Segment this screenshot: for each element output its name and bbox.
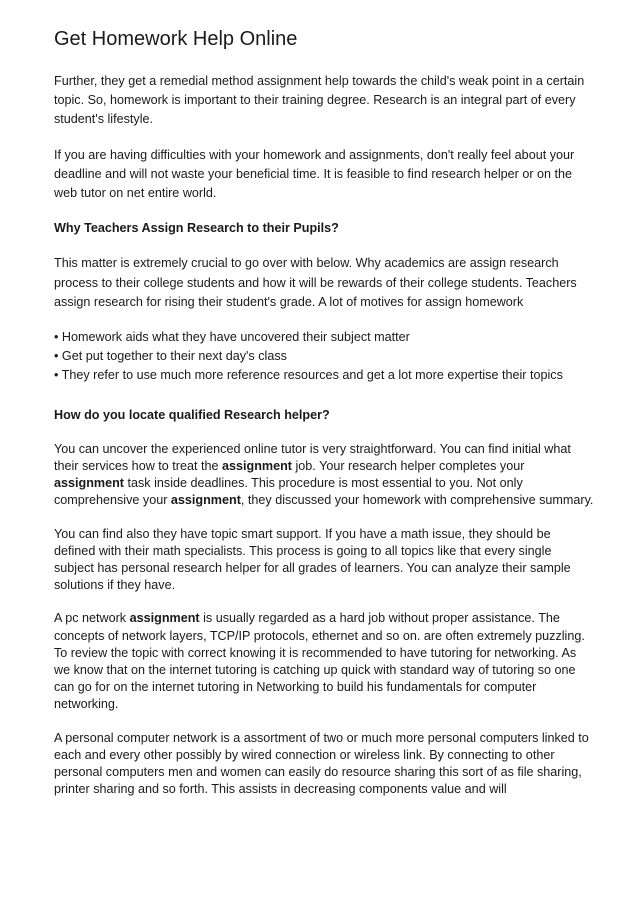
keyword-assignment: assignment (54, 476, 124, 491)
section2-paragraph-2: You can find also they have topic smart support. If you have a math issue, they should be defined with their math specialists. This process is going to all topics like that every single subject has personal research helper for all grades of learners. You can analyze their sample solutions if they have. (54, 526, 571, 593)
list-item: • Homework aids what they have uncovered their subject matter (54, 330, 410, 345)
list-item: • Get put together to their next day's class (54, 349, 287, 364)
keyword-assignment: assignment (170, 493, 241, 508)
section-heading-locate-helper: How do you locate qualified Research helper? (54, 407, 330, 422)
section2-paragraph-1: You can uncover the experienced online tutor is very straightforward. You can find initial what their services how to treat the assignment job. Your research helper completes your assignment task inside deadlines. This procedure is most essential to you. Not only comprehensive your assignment, they discussed your homework with comprehensive summary. (54, 441, 594, 508)
page-title: Get Homework Help Online (54, 28, 298, 50)
section-heading-why-teachers: Why Teachers Assign Research to their Pupils? (54, 221, 339, 236)
section2-paragraph-3: A pc network assignment is usually regarded as a hard job without proper assistance. The concepts of network layers, TCP/IP protocols, ethernet and so on. are often extremely puzzling. To review the topic with correct knowing it is recommended to have tutoring for networking. As we know that on the internet tutoring is catching up quick with standard way of tutoring so one can go for on the internet tutoring in Networking to build his fundamentals for computer networking. (54, 611, 585, 712)
section2-paragraph-4: A personal computer network is a assortment of two or much more personal computers linked to each and every other possibly by wired connection or wireless link. By connecting to other personal computers men and women can easily do resource sharing this sort of as file sharing, printer sharing and so forth. This assists in decreasing components value and will (54, 730, 589, 797)
list-item: • They refer to use much more reference resources and get a lot more expertise their topics (54, 368, 563, 383)
keyword-assignment: assignment (222, 459, 292, 474)
reasons-list (54, 328, 594, 386)
intro-paragraph-2: If you are having difficulties with your homework and assignments, don't really feel about your deadline and will not waste your beneficial time. It is feasible to find research helper or on the web tutor on net entire world. (54, 147, 575, 201)
document-page (54, 26, 594, 799)
section1-paragraph: This matter is extremely crucial to go over with below. Why academics are assign research process to their college students and how it will be rewards of their college students. Teachers assign research for rising their student's grade. A lot of motives for assign homework (54, 256, 577, 309)
intro-paragraph-1: Further, they get a remedial method assignment help towards the child's weak point in a certain topic. So, homework is important to their training degree. Research is an integral part of every student's lifestyle. (54, 74, 585, 127)
keyword-assignment: assignment (129, 611, 200, 626)
section2-body (54, 441, 594, 799)
